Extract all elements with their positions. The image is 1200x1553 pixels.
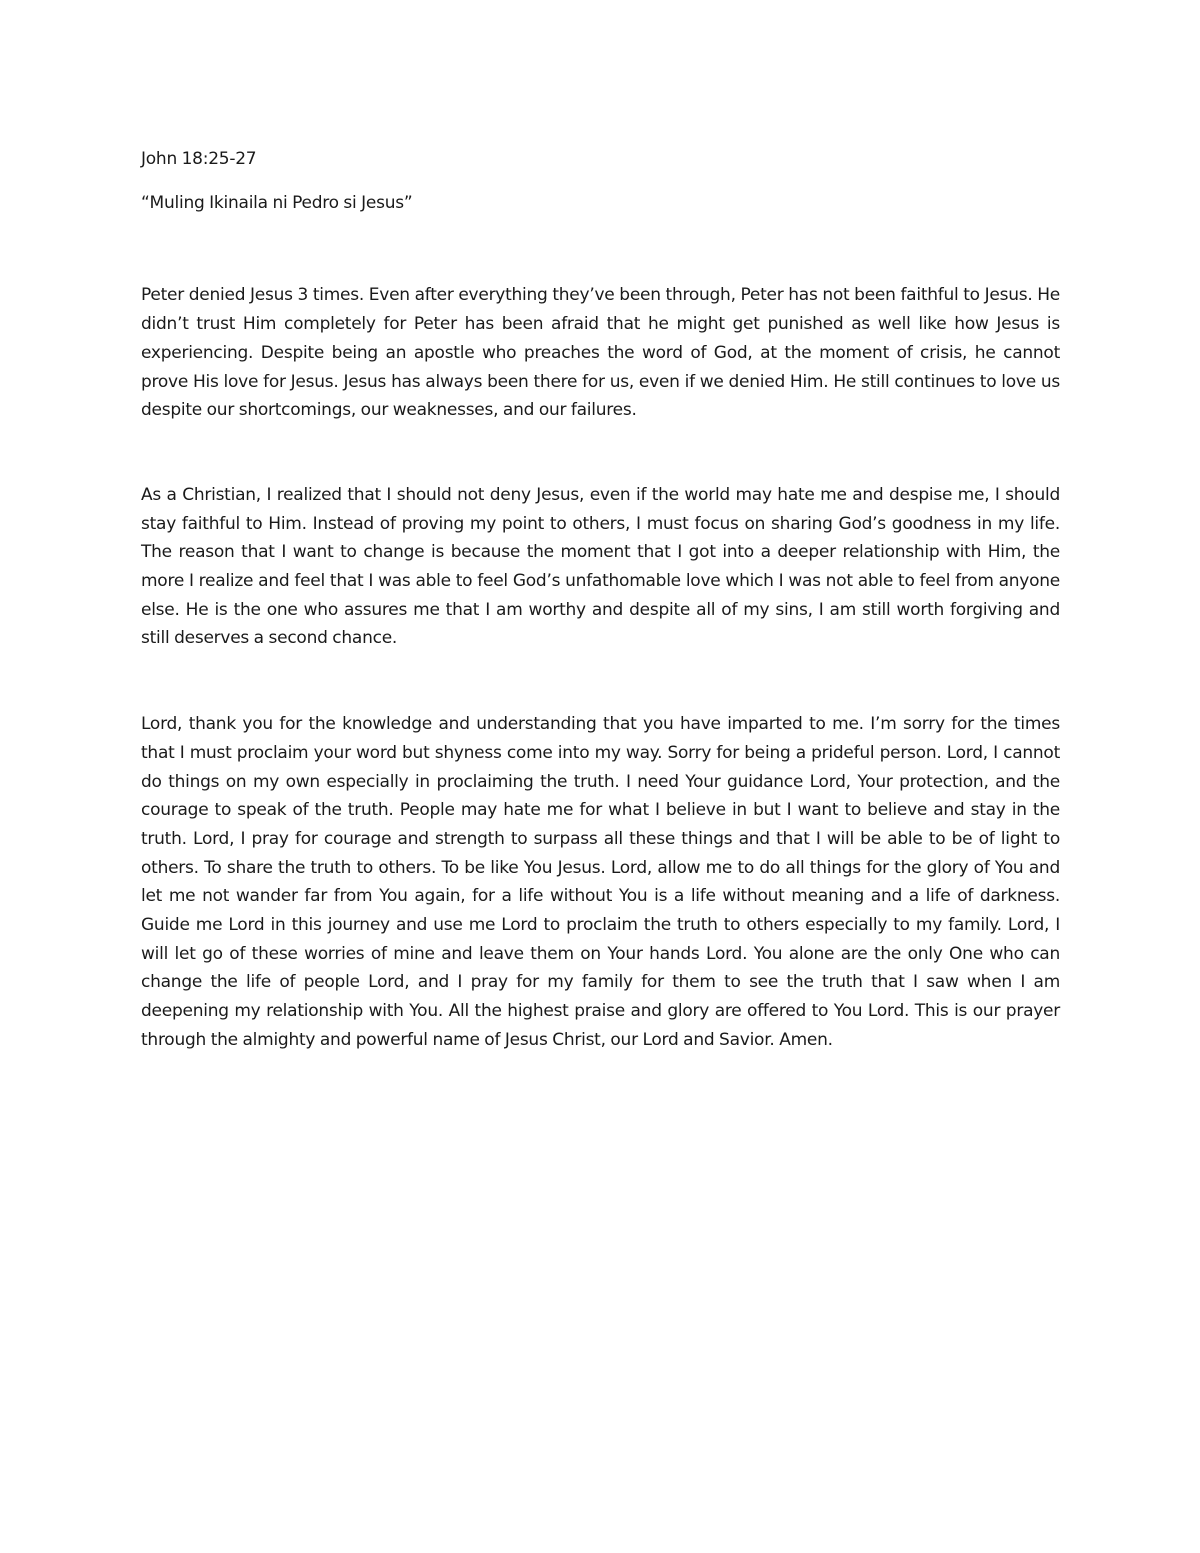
reflection-paragraph: Peter denied Jesus 3 times. Even after everything they’ve been through, Peter has not been faithful to Jesus. He didn’t trust Him completely for Peter has been afraid that he might get punished as well like how Jesus is experiencing. Despite being an apostle who preaches the word of God, at the moment of crisis, he cannot prove His love for Jesus. Jesus has always been there for us, even if we denied Him. He still continues to love us despite our shortcomings, our weaknesses, and our failures. <box>141 285 1060 421</box>
application-paragraph: As a Christian, I realized that I should not deny Jesus, even if the world may hate me and despise me, I should stay faithful to Him. Instead of proving my point to others, I must focus on sharing God’s goodness in my life. The reason that I want to change is because the moment that I got into a deeper relationship with Him, the more I realize and feel that I was able to feel God’s unfathomable love which I was not able to feel from anyone else. He is the one who assures me that I am worthy and despite all of my sins, I am still worth forgiving and still deserves a second chance. <box>141 484 1060 649</box>
document-body <box>141 145 1060 1055</box>
scripture-reference: John 18:25-27 <box>141 149 257 169</box>
document-title: “Muling Ikinaila ni Pedro si Jesus” <box>141 192 413 213</box>
prayer-paragraph: Lord, thank you for the knowledge and understanding that you have imparted to me. I’m sorry for the times that I must proclaim your word but shyness come into my way. Sorry for being a prideful person. Lord, I cannot do things on my own especially in proclaiming the truth. I need Your guidance Lord, Your protection, and the courage to speak of the truth. People may hate me for what I believe in but I want to believe and stay in the truth. Lord, I pray for courage and strength to surpass all these things and that I will be able to be of light to others. To share the truth to others. To be like You Jesus. Lord, allow me to do all things for the glory of You and let me not wander far from You again, for a life without You is a life without meaning and a life of darkness. Guide me Lord in this journey and use me Lord to proclaim the truth to others especially to my family. Lord, I will let go of these worries of mine and leave them on Your hands Lord. You alone are the only One who can change the life of people Lord, and I pray for my family for them to see the truth that I saw when I am deepening my relationship with You. All the highest praise and glory are offered to You Lord. This is our prayer through the almighty and powerful name of Jesus Christ, our Lord and Savior. Amen. <box>141 714 1060 1050</box>
